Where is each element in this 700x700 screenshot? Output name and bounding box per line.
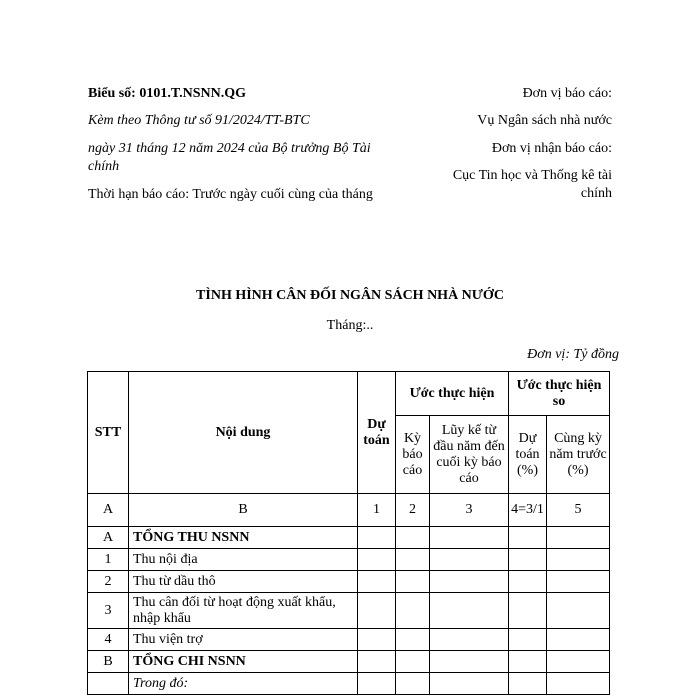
code-cell: A xyxy=(88,494,129,527)
value-cell xyxy=(547,593,610,629)
attached-circular: Kèm theo Thông tư số 91/2024/TT-BTC xyxy=(88,113,310,128)
value-cell xyxy=(358,629,396,651)
report-month: Tháng:.. xyxy=(326,318,374,333)
currency-unit: Đơn vị: Tỷ đồng xyxy=(527,347,619,362)
report-title: TÌNH HÌNH CÂN ĐỐI NGÂN SÁCH NHÀ NƯỚC xyxy=(196,288,504,303)
header-estimate: Dự toán xyxy=(358,372,396,494)
column-code-row xyxy=(88,494,610,527)
header-content: Nội dung xyxy=(129,372,358,494)
value-cell xyxy=(430,571,509,593)
budget-balance-table xyxy=(87,371,610,695)
table-row xyxy=(88,629,610,651)
row-content: Thu cân đối từ hoạt động xuất khẩu, nhập khẩu xyxy=(129,593,358,629)
value-cell xyxy=(396,549,430,571)
row-stt: 2 xyxy=(88,571,129,593)
value-cell xyxy=(430,629,509,651)
value-cell xyxy=(509,593,547,629)
header-same-period-pct: Cùng kỳ năm trước (%) xyxy=(547,416,610,494)
value-cell xyxy=(430,673,509,695)
row-content: Thu từ dầu thô xyxy=(129,571,358,593)
value-cell xyxy=(430,593,509,629)
value-cell xyxy=(547,571,610,593)
code-cell: B xyxy=(129,494,358,527)
value-cell xyxy=(509,527,547,549)
table-row xyxy=(88,527,610,549)
header-reporting-period: Kỳ báo cáo xyxy=(396,416,430,494)
code-cell: 2 xyxy=(396,494,430,527)
value-cell xyxy=(358,651,396,673)
row-content: Thu viện trợ xyxy=(129,629,358,651)
row-content: Trong đó: xyxy=(129,673,358,695)
receiving-unit-label: Đơn vị nhận báo cáo: xyxy=(491,141,612,156)
table-row xyxy=(88,549,610,571)
table-row xyxy=(88,593,610,629)
row-stt xyxy=(88,673,129,695)
value-cell xyxy=(509,549,547,571)
value-cell xyxy=(547,549,610,571)
code-cell: 3 xyxy=(430,494,509,527)
value-cell xyxy=(396,593,430,629)
row-stt: B xyxy=(88,651,129,673)
value-cell xyxy=(509,673,547,695)
receiving-unit: Cục Tin học và Thống kê tài chính xyxy=(452,168,612,201)
row-content: TỔNG CHI NSNN xyxy=(129,651,358,673)
header-estimate-pct: Dự toán (%) xyxy=(509,416,547,494)
code-cell: 5 xyxy=(547,494,610,527)
value-cell xyxy=(396,673,430,695)
header-estimated-execution-vs: Ước thực hiện so xyxy=(509,372,610,416)
value-cell xyxy=(358,549,396,571)
value-cell xyxy=(547,673,610,695)
value-cell xyxy=(547,651,610,673)
row-stt: 4 xyxy=(88,629,129,651)
value-cell xyxy=(358,673,396,695)
header-year-to-date: Lũy kế từ đầu năm đến cuối kỳ báo cáo xyxy=(430,416,509,494)
row-content: TỔNG THU NSNN xyxy=(129,527,358,549)
value-cell xyxy=(509,629,547,651)
circular-date-line: ngày 31 tháng 12 năm 2024 của Bộ trưởng Bộ Tài chính xyxy=(88,141,371,174)
value-cell xyxy=(509,651,547,673)
reporting-unit: Vụ Ngân sách nhà nước xyxy=(477,113,612,128)
form-number: Biểu số: 0101.T.NSNN.QG xyxy=(88,86,247,101)
value-cell xyxy=(396,629,430,651)
row-stt: A xyxy=(88,527,129,549)
report-deadline: Thời hạn báo cáo: Trước ngày cuối cùng của tháng xyxy=(88,187,373,202)
value-cell xyxy=(396,571,430,593)
value-cell xyxy=(430,651,509,673)
code-cell: 4=3/1 xyxy=(509,494,547,527)
value-cell xyxy=(509,571,547,593)
value-cell xyxy=(430,549,509,571)
value-cell xyxy=(547,629,610,651)
row-content: Thu nội địa xyxy=(129,549,358,571)
value-cell xyxy=(430,527,509,549)
table-row xyxy=(88,651,610,673)
row-stt: 1 xyxy=(88,549,129,571)
value-cell xyxy=(547,527,610,549)
value-cell xyxy=(358,593,396,629)
value-cell xyxy=(358,527,396,549)
value-cell xyxy=(396,651,430,673)
table-row xyxy=(88,571,610,593)
row-stt: 3 xyxy=(88,593,129,629)
value-cell xyxy=(396,527,430,549)
code-cell: 1 xyxy=(358,494,396,527)
header-stt: STT xyxy=(88,372,129,494)
reporting-unit-label: Đơn vị báo cáo: xyxy=(522,86,612,101)
table-row xyxy=(88,673,610,695)
value-cell xyxy=(358,571,396,593)
header-estimated-execution: Ước thực hiện xyxy=(396,372,509,416)
